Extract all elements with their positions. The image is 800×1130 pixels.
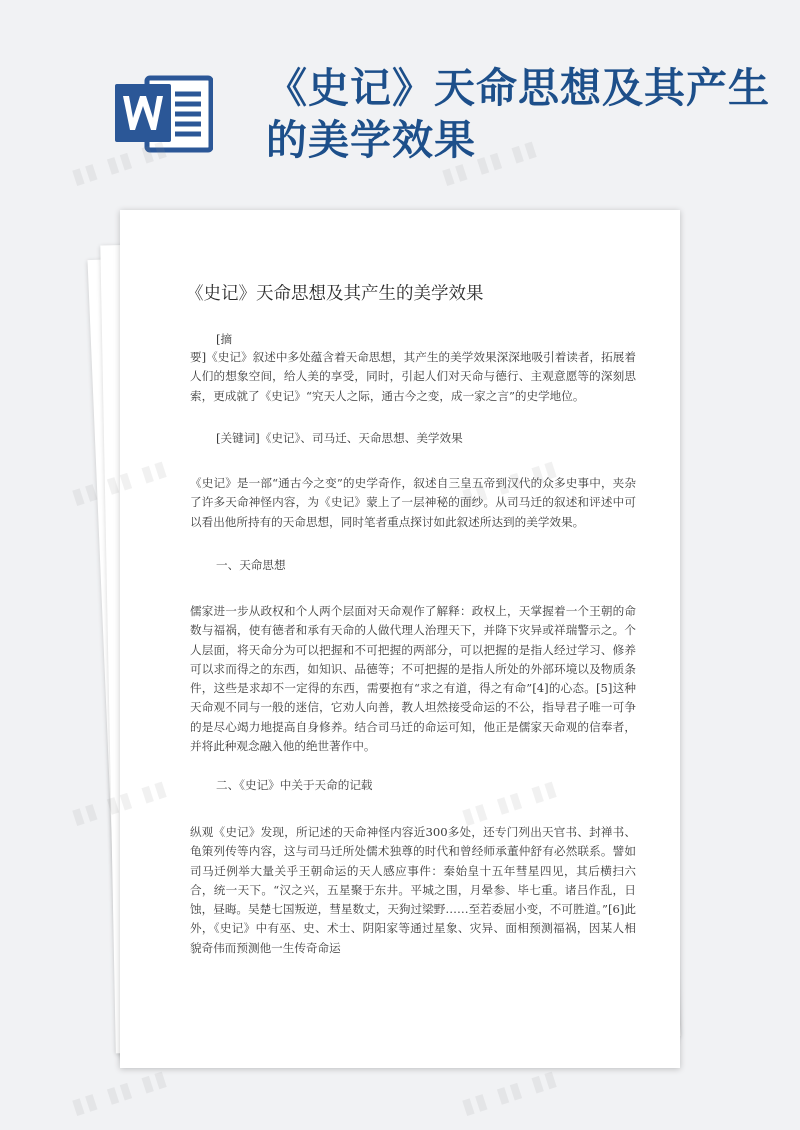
watermark: ▮▮ ▮▮ ▮▮ <box>438 135 542 189</box>
section-heading: 二、《史记》中关于天命的记载 <box>216 778 373 792</box>
intro-paragraph: 《史记》是一部“通古今之变”的史学奇作，叙述自三皇五帝到汉代的众多史事中，夹杂了许多天命神怪内容，为《史记》蒙上了一层神秘的面纱。从司马迁的叙述和评述中可以看出他所持有的天命思想，同时笔者重点探讨如此叙述所达到的美学效果。 <box>190 476 636 529</box>
section-paragraph: 纵观《史记》发现，所记述的天命神怪内容近300多处，还专门列出天官书、封禅书、龟策列传等内容，这与司马迁所处儒术独尊的时代和曾经师承董仲舒有必然联系。譬如司马迁例举大量关乎王朝命运的天人感应事件：秦始皇十五年彗星四见，其后横扫六合，统一天下。“汉之兴，五星聚于东井。平城之围，月晕参、毕七重。诸吕作乱，日蚀，昼晦。吴楚七国叛逆，彗星数丈，天狗过梁野……至若委屈小变，不可胜道。”[6]此外，《史记》中有巫、史、术士、阴阳家等通过星象、灾异、面相预测福祸，因某人相貌奇伟而预测他一生传奇命运 <box>190 825 636 955</box>
abstract-label: [摘 <box>216 332 233 346</box>
keywords: [关键词]《史记》、司马迁、天命思想、美学效果 <box>216 431 463 445</box>
watermark: ▮▮ ▮▮ ▮▮ <box>68 1065 172 1119</box>
watermark: ▮▮ ▮▮ ▮▮ <box>458 1065 562 1119</box>
watermark: ▮▮ <box>68 797 102 829</box>
banner-title: 《史记》天命思想及其产生的美学效果 <box>266 64 770 164</box>
watermark: ▮▮ ▮▮ ▮▮ <box>68 135 172 189</box>
watermark: ▮▮ <box>68 477 102 509</box>
word-document-icon <box>113 72 213 154</box>
section-paragraph: 儒家进一步从政权和个人两个层面对天命观作了解释：政权上，天掌握着一个王朝的命数与福祸，使有德者和承有天命的人做代理人治理天下，并降下灾异或祥瑞警示之。个人层面，将天命分为可以把握和不可把握的两部分，可以把握的是指人经过学习、修养可以求而得之的东西，如知识、品德等；不可把握的是指人所处的外部环境以及物质条件，这些是求却不一定得的东西，需要抱有“求之有道，得之有命”[4]的心态。[5]这种天命观不同与一般的迷信，它劝人向善，教人坦然接受命运的不公，指导君子唯一可争的是尽心竭力地提高自身修养。结合司马迁的命运可知，他正是儒家天命观的信奉者，并将此种观念融入他的绝世著作中。 <box>190 604 636 754</box>
abstract-text: 要]《史记》叙述中多处蕴含着天命思想，其产生的美学效果深深地吸引着读者，拓展着人们的想象空间，给人美的享受，同时，引起人们对天命与德行、主观意愿等的深刻思索，更成就了《史记》“究天人之际，通古今之变，成一家之言”的史学地位。 <box>190 350 636 403</box>
section-heading: 一、天命思想 <box>216 558 286 572</box>
document-title: 《史记》天命思想及其产生的美学效果 <box>186 284 484 304</box>
document-page <box>120 210 680 1068</box>
